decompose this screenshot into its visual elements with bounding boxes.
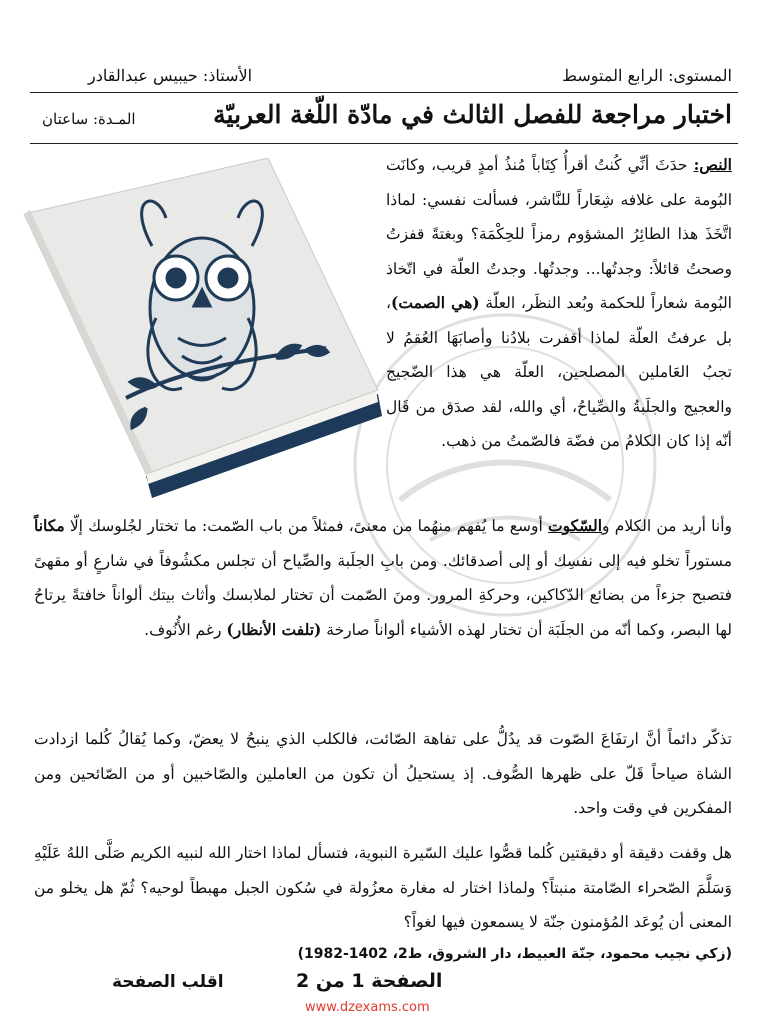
keyword-silence: (هي الصمت) xyxy=(391,293,480,312)
text-paragraph-3: تذكّر دائماً أنَّ ارتفَاعَ الصّوت قد يدُلُّ على تفاهة الصّائت، فالكلب الذي ينبحُ لا يعضّ، وكما يُقالُ كُلما ازدادت الشاة صياحاً قَلّ على ظهرها الصُّوف. إذ يستحيلُ أن تكون من العاملين والصّاخبين أو من الصّائحين ومن المفكرين في وقت واحد. xyxy=(34,730,732,817)
teacher-label: الأستاذ: حيبيس عبدالقادر xyxy=(88,66,253,85)
source-citation: (زكي نجيب محمود، جنّة العبيط، دار الشروق، ط2، 1402-1982) xyxy=(297,946,732,962)
text-paragraph-2 xyxy=(34,509,732,647)
flip-page-note: اقلب الصفحة xyxy=(112,972,224,992)
keyword-sukoot: السّكوت xyxy=(548,516,603,535)
text-paragraph-1 xyxy=(386,148,732,459)
exam-title: اختبار مراجعة للفصل الثالث في مادّة اللّغة العربيّة xyxy=(213,100,732,129)
text-label: النص: xyxy=(693,155,732,174)
text-paragraph-4: هل وقفت دقيقة أو دقيقتين كُلما قصُّوا عليك السّيرة النبوية، فتسأل لماذا اختار الله لنبيه الكريم صَلَّى اللهُ عَلَيْهِ وَسَلَّمَ الصّحراء الصّامتة منبتاً؟ ولماذا اختار له مغارة معزُولة في سُكون الجبل مهبطاً لوحيه؟ ثُمّ هل يخلو من المعنى أن يُوعَد المُؤمنون جنّة لا يسمعون فيها لغواً؟ xyxy=(34,844,732,931)
header-divider-top xyxy=(30,92,738,93)
keyword-tulfit: (تلفت الأنظار) xyxy=(226,619,322,639)
paragraph-1-body: حدَثَ أنِّي كُنتُ أقرأُ كِتَاباً مُنذُ أمدٍ قريب، وكانَت البُومة على غلافه شِعَاراً للنَّاشر، فسألت نفسي: لماذا اتَّخَذَ هذا الطائِرُ المشؤوم رمزاً للحِكْمَة؟ وبغتةً قفزتُ وصحتُ قائلاً: وجدتُها... وجدتُها. وجدتُ العلّة في اتّخاذ البُومة شعاراً للحكمة وبُعد النظَر، العلّة xyxy=(386,156,732,312)
header-divider-bottom xyxy=(30,143,738,144)
paragraph-2-part-d: رغم الأُنُوف. xyxy=(144,620,227,639)
paragraph-2-part-b: أوسع ما يُفهم منهُما من معنىً، فمثلاً من باب الصّمت: ما تختار لجُلوسك إلّا xyxy=(64,517,549,535)
level-label: المستوى: الرابع المتوسط xyxy=(562,66,732,85)
duration-label: المـدة: ساعتان xyxy=(42,110,136,128)
owl-book-illustration xyxy=(6,158,382,504)
site-link[interactable]: www.dzexams.com xyxy=(305,1000,430,1015)
paragraph-1-end: ، بل عرفتُ العلّة لماذا أقفرت بلادُنا وأصابَهَا العُقمُ لا تجبُ العَاملين المصلحين، العلّة هي هذا الضّجيج والعجيج والجلَبةُ والصِّياحُ، أي والله، لقد صدَق من قَال أنّه إذا كان الكلامُ من فضّة فالصّمتُ من ذهب. xyxy=(386,294,732,450)
keyword-makan: مكاناً xyxy=(34,516,65,535)
page-number: الصفحة 1 من 2 xyxy=(296,970,443,992)
paragraph-2-part-a: وأنا أريد من الكلام و xyxy=(602,517,732,535)
paragraph-2-part-c: مستوراً تخلو فيه إلى نفسِك أو إلى أصدقائك. ومن بابِ الجلَبة والصِّياح أن تجلس مكشُوفاً في شارعٍ أو مقهىً فتصبح جزءاً من بضائع الدّكاكين، وحركةِ المرور. ومنَ الصّمت أن تختار لملابسك وأثاث بيتك ألواناً خافتةً يرتاحُ لها البصر، وكما أنّه من الجلَبَة أن تختار لهذه الأشياء ألواناً صارخة xyxy=(34,551,732,639)
